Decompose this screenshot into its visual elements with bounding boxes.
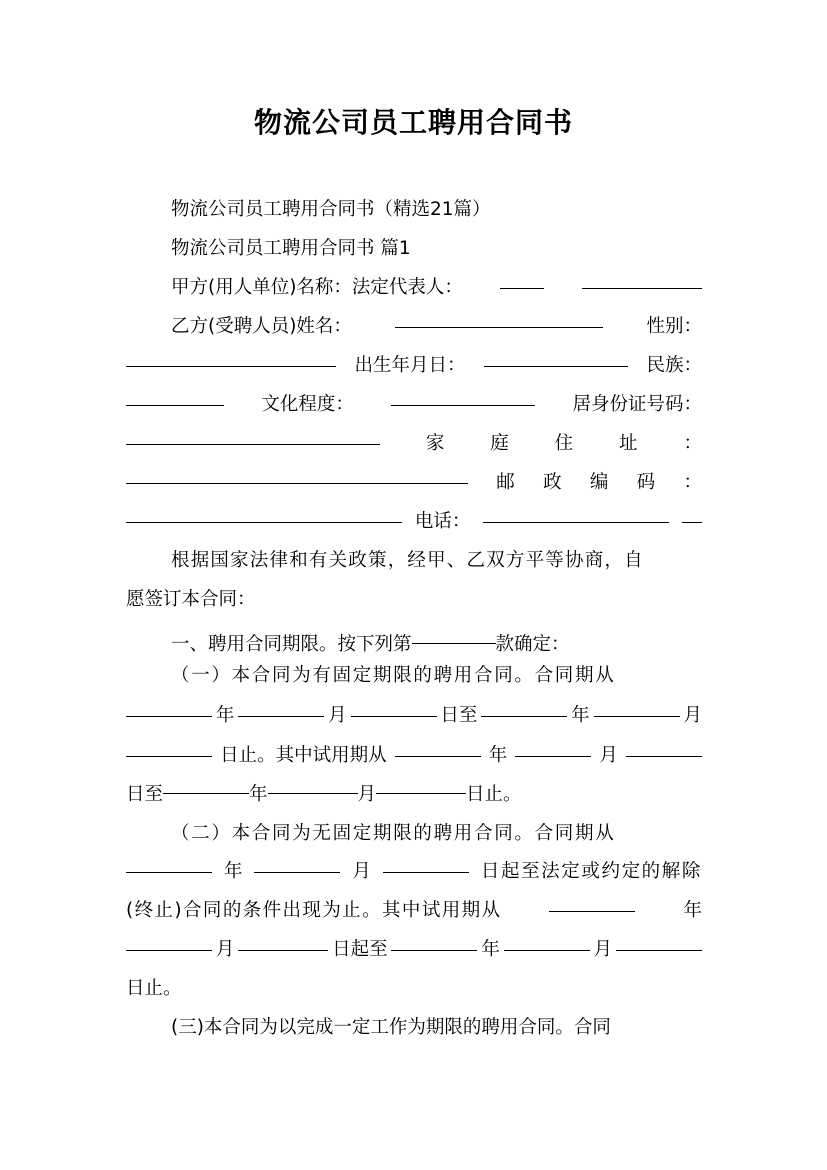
day-blank <box>626 755 702 757</box>
postcode-blank <box>126 521 402 523</box>
month-blank <box>504 949 590 951</box>
education-label: 文化程度： <box>261 394 354 415</box>
phone-blank-2 <box>682 521 702 523</box>
term-clause-label: 一、聘用合同期限。按下列第 <box>171 634 412 655</box>
month-blank <box>254 871 340 873</box>
birth-label: 出生年月日： <box>354 355 466 376</box>
id-number-label: 居身份证号码： <box>572 394 702 415</box>
preamble-line <box>171 542 702 580</box>
day-blank <box>351 715 437 717</box>
birth-line <box>126 347 702 385</box>
fixed-term-dates-line <box>126 697 702 735</box>
month-label: 月 <box>357 784 377 805</box>
year-blank <box>395 755 481 757</box>
phone-blank <box>483 521 669 523</box>
year-label: 年 <box>571 705 590 726</box>
month-label: 月 <box>593 939 613 960</box>
day-blank <box>616 949 702 951</box>
trial-period-line <box>126 737 702 775</box>
month-blank <box>238 715 324 717</box>
day-end-trial-label: 日止。其中试用期从 <box>220 745 387 766</box>
open-term-start-text: 日起至法定或约定的解除 <box>480 861 702 882</box>
year-blank <box>163 792 249 794</box>
address-line <box>126 425 702 463</box>
preamble-text: 根据国家法律和有关政策，经甲、乙双方平等协商，自 <box>171 550 644 571</box>
open-trial-end-line: 日止。 <box>126 978 182 999</box>
party-b-line <box>171 308 702 346</box>
year-blank <box>126 715 212 717</box>
day-from-to-label: 日起至 <box>332 939 388 960</box>
day-to-label: 日至 <box>126 784 164 805</box>
day-end-label: 日止。 <box>466 784 522 805</box>
month-label: 月 <box>328 705 347 726</box>
education-blank <box>391 404 535 406</box>
postcode-char: 政 <box>543 472 562 493</box>
postcode-line <box>126 464 702 502</box>
phone-line <box>126 503 702 541</box>
representative-blank <box>500 287 544 289</box>
open-term-dates-line <box>126 853 702 891</box>
open-term-text: （二）本合同为无固定期限的聘用合同。合同期从 <box>171 823 616 844</box>
section-heading: 物流公司员工聘用合同书 篇1 <box>171 238 411 259</box>
year-label: 年 <box>683 900 702 921</box>
termination-text: (终止)合同的条件出现为止。其中试用期从 <box>126 900 502 921</box>
gender-label: 性别： <box>646 316 702 337</box>
year-label: 年 <box>223 861 243 882</box>
month-label: 月 <box>683 705 702 726</box>
termination-line <box>126 892 702 930</box>
month-blank <box>126 949 212 951</box>
task-term-line <box>171 1009 702 1047</box>
clause-number-blank <box>412 642 496 644</box>
month-label: 月 <box>352 861 371 882</box>
representative-blank-2 <box>582 287 702 289</box>
name-blank <box>395 326 603 328</box>
postcode-char: 码 <box>636 472 656 493</box>
party-a-label: 甲方(用人单位)名称：法定代表人： <box>171 277 463 298</box>
month-blank <box>268 792 358 794</box>
year-label: 年 <box>215 705 235 726</box>
ethnicity-label: 民族： <box>646 355 702 376</box>
phone-label: 电话： <box>414 511 471 532</box>
year-label: 年 <box>488 745 508 766</box>
postcode-char: ： <box>683 472 702 493</box>
party-a-line <box>171 269 702 307</box>
day-blank <box>238 949 328 951</box>
address-char: 住 <box>554 433 574 454</box>
day-blank <box>376 792 466 794</box>
month-label: 月 <box>599 745 618 766</box>
preamble-line-2: 愿签订本合同： <box>126 589 256 610</box>
month-blank <box>515 755 591 757</box>
open-term-line <box>171 815 702 853</box>
party-b-label: 乙方(受聘人员)姓名： <box>171 316 352 337</box>
day-to-label: 日至 <box>440 705 478 726</box>
document-title: 物流公司员工聘用合同书 <box>253 106 573 139</box>
year-label: 年 <box>481 939 500 960</box>
month-label: 月 <box>215 939 235 960</box>
address-char: 家 <box>425 433 445 454</box>
address-blank <box>126 482 468 484</box>
year-label: 年 <box>249 784 268 805</box>
subtitle-line: 物流公司员工聘用合同书（精选21篇） <box>171 199 491 220</box>
postcode-char: 邮 <box>496 472 515 493</box>
month-blank <box>594 715 680 717</box>
gender-blank <box>126 365 336 367</box>
id-number-blank <box>126 443 380 445</box>
term-clause-suffix: 款确定： <box>495 634 570 655</box>
address-char: 址 <box>619 433 638 454</box>
ethnicity-blank <box>126 404 224 406</box>
education-line <box>126 386 702 424</box>
address-char: 庭 <box>490 433 509 454</box>
day-blank <box>126 755 212 757</box>
day-blank <box>383 871 469 873</box>
year-blank <box>549 910 635 912</box>
trial-period-end-line <box>126 776 702 814</box>
year-blank <box>481 715 567 717</box>
fixed-term-text: （一）本合同为有固定期限的聘用合同。合同期从 <box>171 665 616 686</box>
fixed-term-line <box>171 657 702 695</box>
birth-blank <box>484 365 628 367</box>
year-blank <box>391 949 477 951</box>
open-trial-dates-line <box>126 931 702 969</box>
address-char: ： <box>683 433 702 454</box>
postcode-char: 编 <box>589 472 609 493</box>
year-blank <box>126 871 212 873</box>
task-term-text: (三)本合同为以完成一定工作为期限的聘用合同。合同 <box>171 1017 611 1038</box>
